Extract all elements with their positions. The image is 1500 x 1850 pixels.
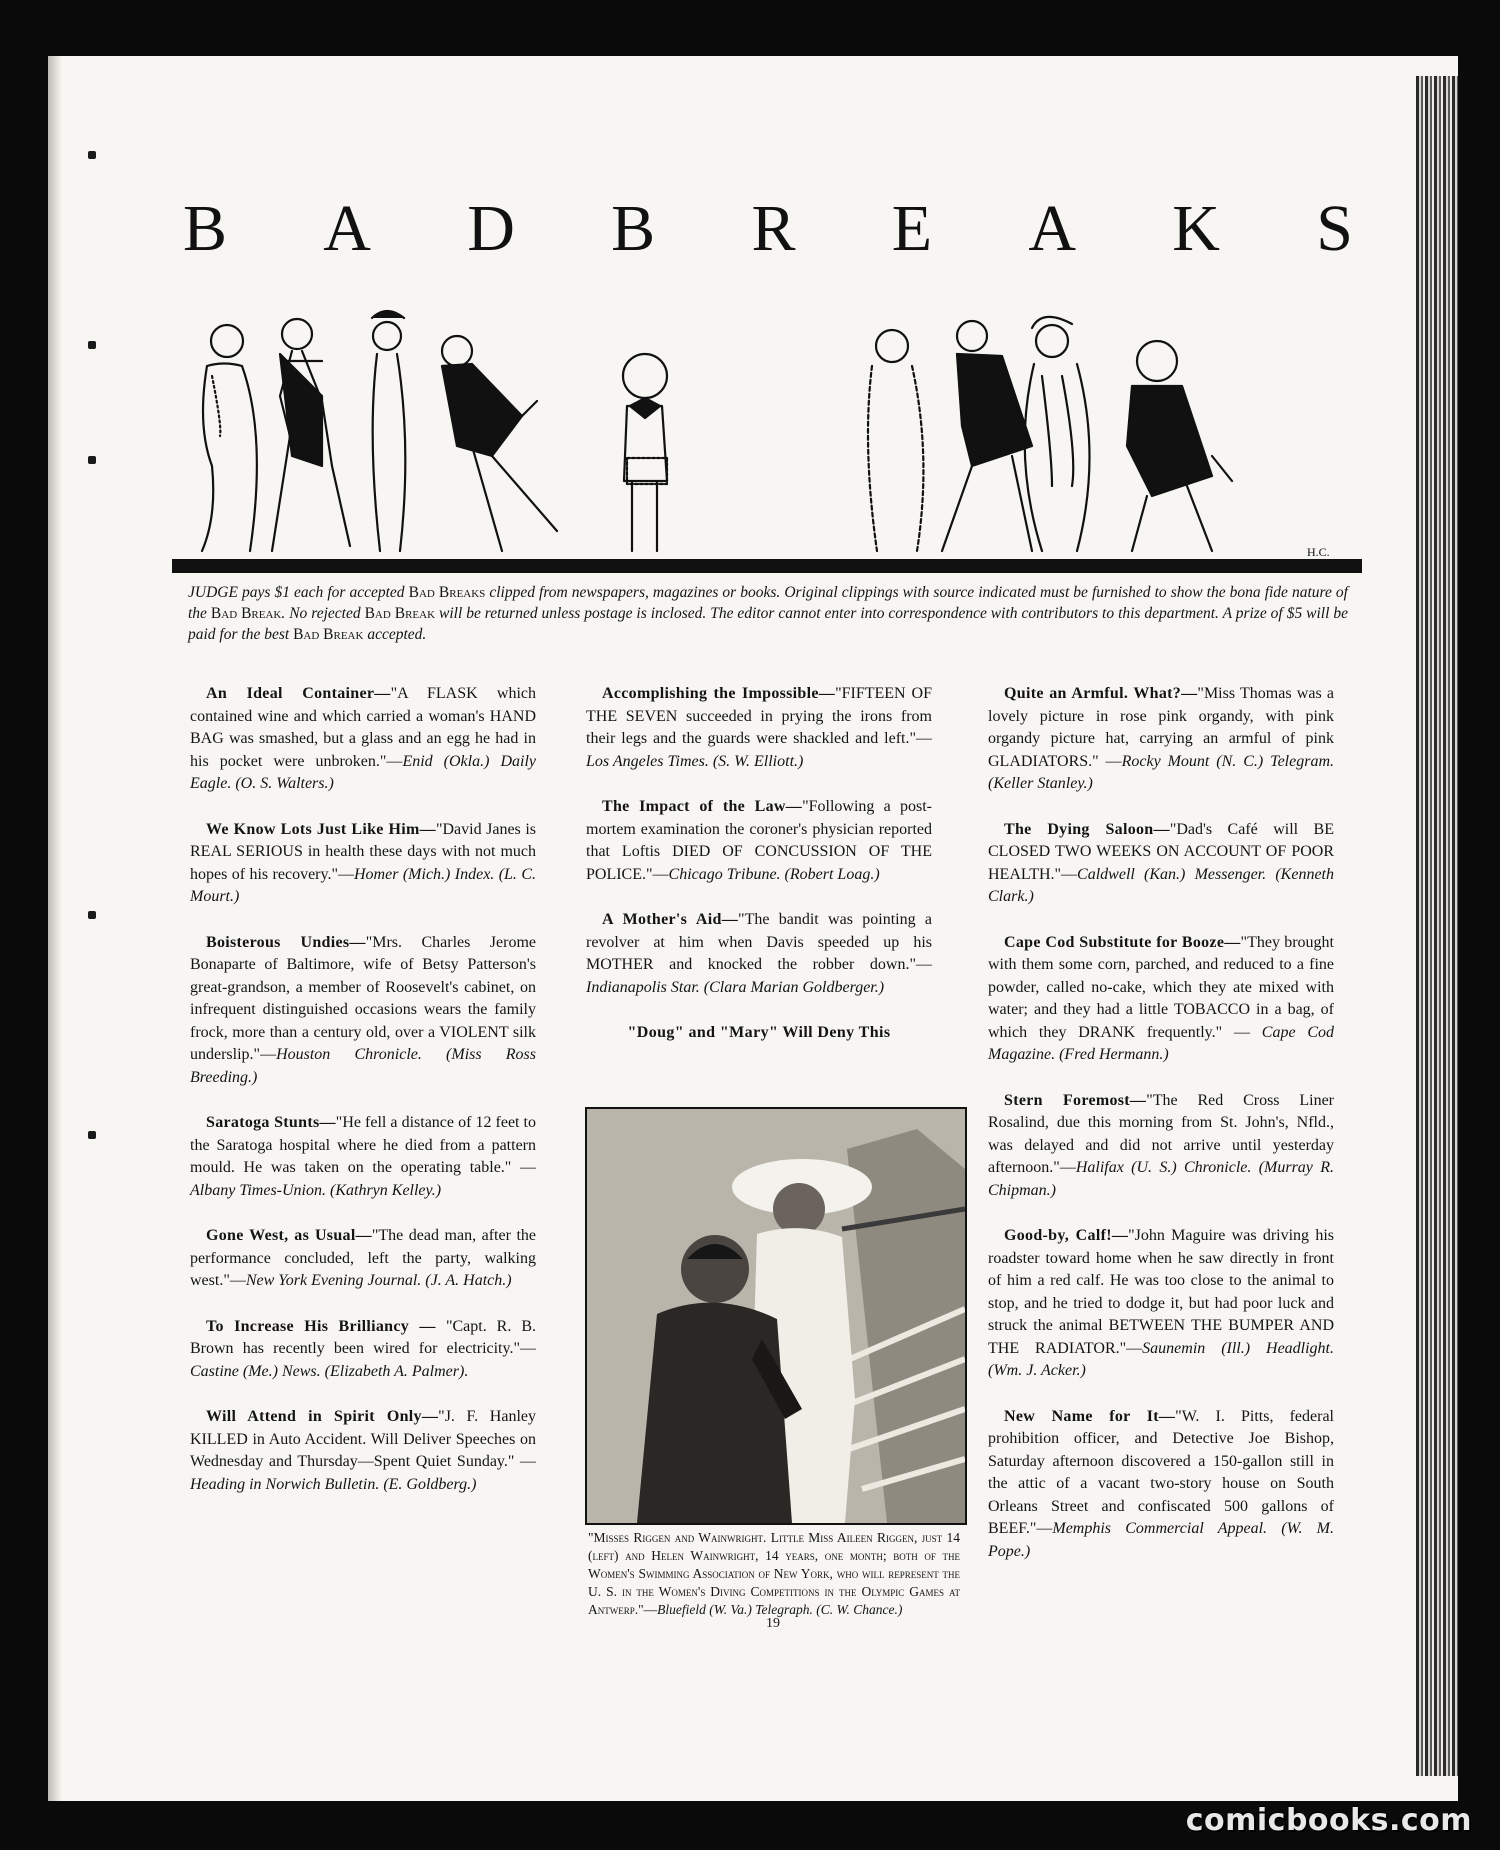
bad-break-item: A Mother's Aid—"The bandit was pointing a revolver at him when Davis speeded up his MOTHER and knocked the robber down."—Indianapolis Star. (Clara Marian Goldberger.)	[586, 911, 933, 996]
bad-break-item: The Impact of the Law—"Following a post-mortem examination the coroner's physician reported that Loftis DIED OF CONCUSSION OF THE POLICE."—Chicago Tribune. (Robert Loag.)	[586, 798, 932, 883]
column-1	[190, 683, 536, 1519]
photo-image	[587, 1109, 965, 1523]
column-3	[988, 683, 1334, 1586]
title-letter: D	[467, 192, 515, 265]
bad-break-item: Accomplishing the Impossible—"FIFTEEN OF THE SEVEN succeeded in prying the irons from their legs and the guards were shackled and left."—Los Angeles Times. (S. W. Elliott.)	[586, 685, 933, 770]
bad-break-item: The Dying Saloon—"Dad's Café will BE CLOSED TWO WEEKS ON ACCOUNT OF POOR HEALTH."—Caldwell (Kan.) Messenger. (Kenneth Clark.)	[988, 820, 1334, 905]
page-title	[183, 174, 1353, 284]
title-letter: A	[1028, 192, 1077, 265]
column-2	[586, 683, 932, 1059]
site-watermark: comicbooks.com	[1185, 1803, 1472, 1838]
floor-bar	[172, 559, 1362, 573]
cartoon-illustration	[172, 306, 1362, 576]
book-edge	[1416, 76, 1458, 1776]
photo-caption: "Misses Riggen and Wainwright. Little Miss Aileen Riggen, just 14 (left) and Helen Wainwright, 14 years, one month; both of the Women's Swimming Association of New York, who will represent the U. S. in the Women's Diving Competitions in the Olympic Games at Antwerp."—Bluefield (W. Va.) Telegraph. (C. W. Chance.)	[588, 1530, 960, 1617]
bad-break-item: Cape Cod Substitute for Booze—"They brought with them some corn, parched, and reduced to a fine powder, called no-cake, which they ate mixed with water; and they had a little TOBACCO in a bag, of which they DRANK frequently." — Cape Cod Magazine. (Fred Hermann.)	[988, 933, 1335, 1063]
cartoon-signature: H.C.	[1307, 545, 1330, 559]
margin-mark	[88, 151, 96, 159]
bad-break-item: To Increase His Brilliancy — "Capt. R. B. Brown has recently been wired for electricity."—Castine (Me.) News. (Elizabeth A. Palmer).	[190, 1317, 537, 1380]
title-letter: B	[611, 192, 656, 265]
page-gutter	[48, 56, 62, 1801]
page-number: 19	[766, 1616, 780, 1631]
title-letter: K	[1172, 192, 1220, 265]
figure-head	[211, 325, 243, 357]
news-photo	[585, 1107, 967, 1525]
photo-item-heading: "Doug" and "Mary" Will Deny This	[627, 1024, 891, 1041]
bad-break-item: Boisterous Undies—"Mrs. Charles Jerome Bonaparte of Baltimore, wife of Betsy Patterson's great-grandson, a member of Roosevelt's cabinet, on infrequent distinguished occasions wears the family frock, more than a century old, over a VIOLENT silk underslip."—Houston Chronicle. (Miss Ross Breeding.)	[190, 933, 536, 1086]
title-letter: B	[183, 192, 228, 265]
title-letter: E	[891, 192, 933, 265]
bad-break-item: Saratoga Stunts—"He fell a distance of 12 feet to the Saratoga hospital where he died from a pattern mould. He was taken on the operating table." — Albany Times-Union. (Kathryn Kelley.)	[190, 1114, 536, 1199]
bad-break-item: An Ideal Container—"A FLASK which contained wine and which carried a woman's HAND BAG was smashed, but a glass and an egg he had in his pocket were unbroken."—Enid (Okla.) Daily Eagle. (O. S. Walters.)	[190, 685, 537, 792]
bad-break-item: We Know Lots Just Like Him—"David Janes is REAL SERIOUS in health these days with not much hopes of his recovery."—Homer (Mich.) Index. (L. C. Mourt.)	[190, 820, 537, 905]
bad-break-item: Quite an Armful. What?—"Miss Thomas was a lovely picture in rose pink organdy, with pink organdy picture hat, carrying an armful of pink GLADIATORS." —Rocky Mount (N. C.) Telegram. (Keller Stanley.)	[988, 685, 1334, 792]
title-letter: R	[751, 192, 796, 265]
bad-break-item: Gone West, as Usual—"The dead man, after the performance concluded, left the party, walking west."—New York Evening Journal. (J. A. Hatch.)	[190, 1227, 536, 1289]
bad-break-item: Good-by, Calf!—"John Maguire was driving his roadster toward home when he saw directly in front of him a red calf. He was too close to the animal to stop, and he tried to dodge it, but had poor luck and struck the animal BETWEEN THE BUMPER AND THE RADIATOR."—Saunemin (Ill.) Headlight. (Wm. J. Acker.)	[988, 1227, 1335, 1379]
intro-text: JUDGE pays $1 each for accepted Bad Breaks clipped from newspapers, magazines or books. Original clippings with source indicated must be furnished to show the bona fide nature of the Bad Break. No rejected Bad Break will be returned unless postage is inclosed. The editor cannot enter into correspondence with contributors to this department. A prize of $5 will be paid for the best Bad Break accepted.	[188, 584, 1348, 643]
margin-mark	[88, 911, 96, 919]
title-letter: S	[1316, 192, 1353, 265]
magazine-page	[48, 56, 1458, 1801]
margin-mark	[88, 456, 96, 464]
margin-mark	[88, 1131, 96, 1139]
figure-gown	[202, 364, 257, 552]
title-letter: A	[323, 192, 371, 265]
bad-break-item: Stern Foremost—"The Red Cross Liner Rosalind, due this morning from St. John's, Nfld., was delayed and did not arrive until yesterday afternoon."—Halifax (U. S.) Chronicle. (Murray R. Chipman.)	[988, 1091, 1334, 1199]
bad-break-item: Will Attend in Spirit Only—"J. F. Hanley KILLED in Auto Accident. Will Deliver Speeches on Wednesday and Thursday—Spent Quiet Sunday." —Heading in Norwich Bulletin. (E. Goldberg.)	[190, 1408, 536, 1493]
margin-mark	[88, 341, 96, 349]
bad-break-item: New Name for It—"W. I. Pitts, federal prohibition officer, and Detective Joe Bishop, Saturday afternoon discovered a 150-gallon still in the attic of a vacant two-story house on South Orleans Street and confiscated 500 gallons of BEEF."—Memphis Commercial Appeal. (W. M. Pope.)	[988, 1407, 1334, 1560]
